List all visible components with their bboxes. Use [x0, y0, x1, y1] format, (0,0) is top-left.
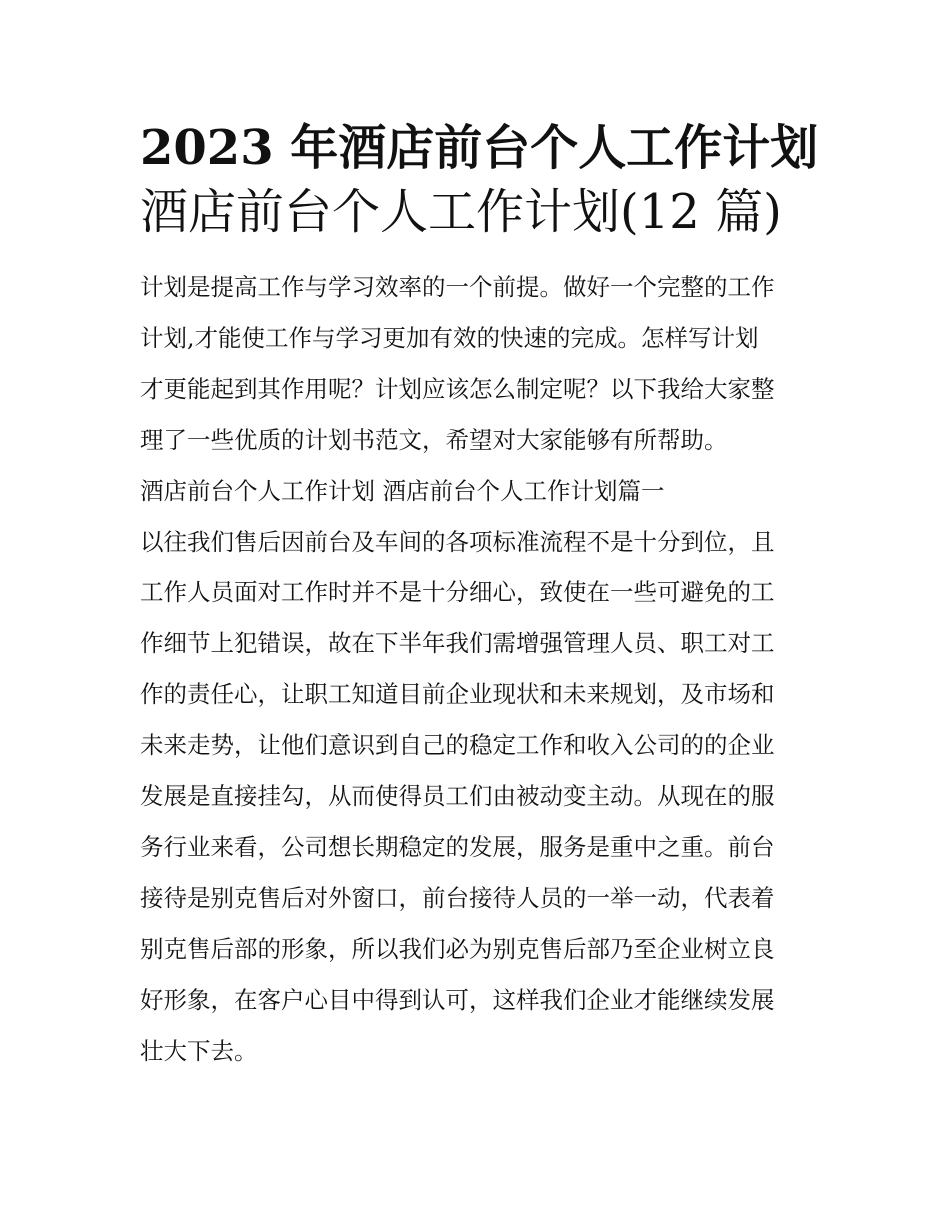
body-line: 壮大下去。 [140, 1036, 258, 1065]
intro-paragraph [140, 262, 818, 466]
body-line: 接待是别克售后对外窗口，前台接待人员的一举一动，代表着 [140, 883, 775, 912]
body-line: 作的责任心，让职工知道目前企业现状和未来规划，及市场和 [140, 680, 775, 709]
body-line: 务行业来看，公司想长期稳定的发展，服务是重中之重。前台 [140, 832, 775, 861]
body-line: 作细节上犯错误，故在下半年我们需增强管理人员、职工对工 [140, 629, 775, 658]
body-paragraph [140, 517, 818, 1077]
intro-line: 计划是提高工作与学习效率的一个前提。做好一个完整的工作 [140, 273, 775, 301]
body-line: 未来走势，让他们意识到自己的稳定工作和收入公司的的企业 [140, 731, 775, 760]
section-heading-text: 酒店前台个人工作计划 酒店前台个人工作计划篇一 [140, 476, 665, 505]
title-line-1: 2023 年酒店前台个人工作计划 [140, 120, 819, 176]
body-line: 别克售后部的形象，所以我们必为别克售后部乃至企业树立良 [140, 934, 775, 963]
title-line-2: 酒店前台个人工作计划(12 篇) [140, 184, 782, 240]
intro-line: 才更能起到其作用呢？计划应该怎么制定呢？以下我给大家整 [140, 374, 775, 403]
intro-line: 计划,才能使工作与学习更加有效的快速的完成。怎样写计划 [140, 323, 759, 352]
document-title [140, 116, 818, 244]
body-line: 工作人员面对工作时并不是十分细心，致使在一些可避免的工 [140, 578, 775, 607]
body-line: 好形象，在客户心目中得到认可，这样我们企业才能继续发展 [140, 985, 775, 1014]
document-content [140, 262, 818, 1077]
body-line: 发展是直接挂勾，从而使得员工们由被动变主动。从现在的服 [140, 782, 775, 811]
body-line: 以往我们售后因前台及车间的各项标准流程不是十分到位，且 [140, 527, 775, 556]
section-heading [140, 466, 818, 517]
intro-line: 理了一些优质的计划书范文，希望对大家能够有所帮助。 [140, 425, 728, 454]
